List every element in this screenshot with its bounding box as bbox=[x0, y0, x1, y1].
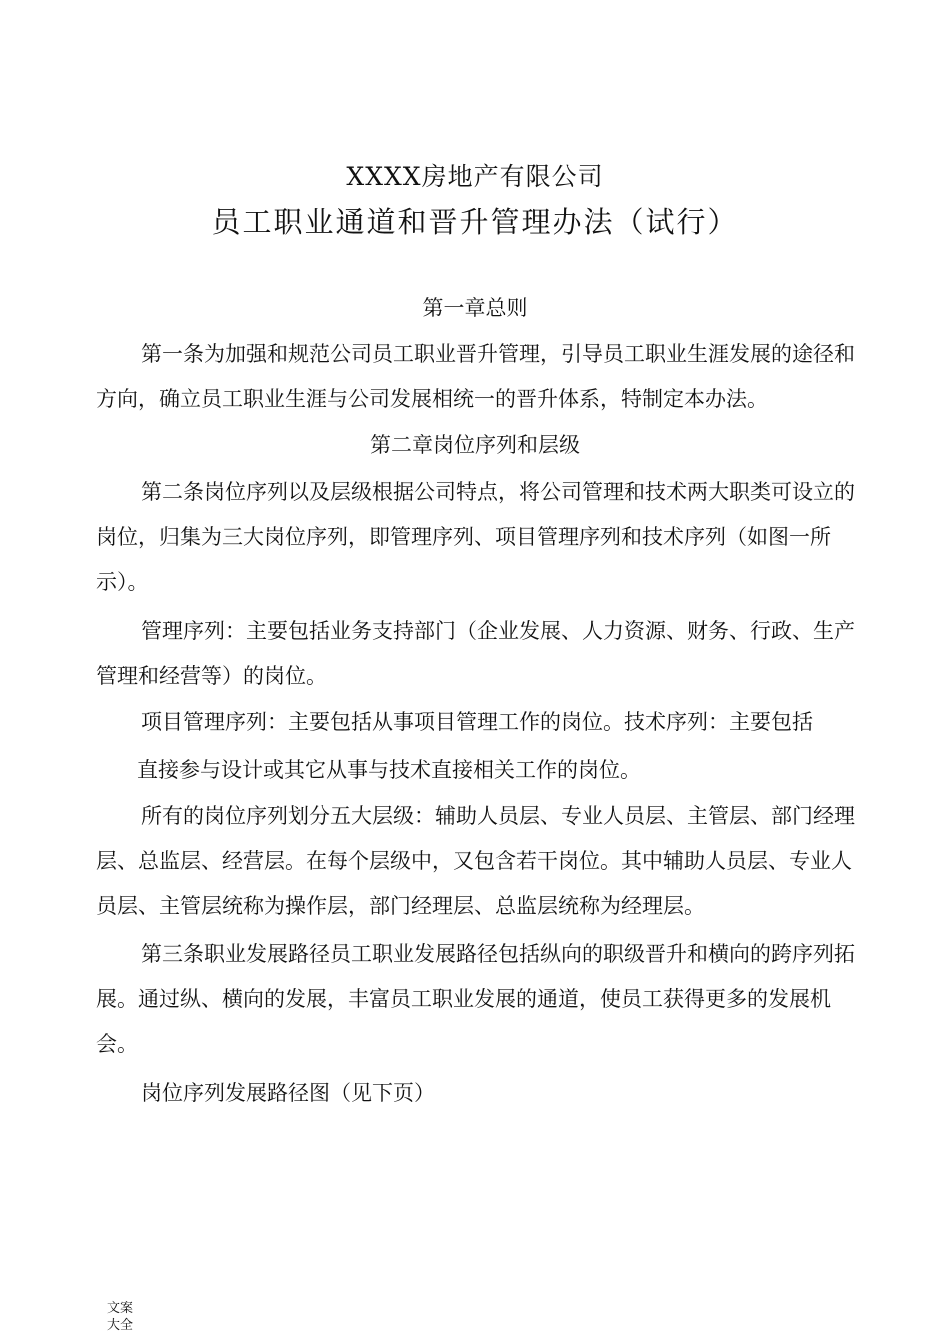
management-sequence-paragraph: 管理序列：主要包括业务支持部门（企业发展、人力资源、财务、行政、生产管理和经营等）的岗位。 bbox=[96, 619, 855, 688]
article-2-paragraph: 第二条岗位序列以及层级根据公司特点，将公司管理和技术两大职类可设立的岗位，归集为三大岗位序列，即管理序列、项目管理序列和技术序列（如图一所示）。 bbox=[96, 480, 855, 594]
project-sequence-line-2: 直接参与设计或其它从事与技术直接相关工作的岗位。 bbox=[137, 758, 641, 782]
chapter-1-heading: 第一章总则 bbox=[422, 296, 528, 320]
figure-reference: 岗位序列发展路径图（见下页） bbox=[141, 1081, 435, 1105]
company-name: XXXX房地产有限公司 bbox=[346, 162, 604, 191]
levels-paragraph: 所有的岗位序列划分五大层级：辅助人员层、专业人员层、主管层、部门经理层、总监层、经营层。在每个层级中，又包含若干岗位。其中辅助人员层、专业人员层、主管层统称为操作层，部门经理层、总监层统称为经理层。 bbox=[96, 804, 855, 918]
chapter-2-heading: 第二章岗位序列和层级 bbox=[370, 433, 580, 457]
project-sequence-line-1: 项目管理序列：主要包括从事项目管理工作的岗位。技术序列：主要包括 bbox=[141, 710, 813, 734]
footer-note: 文案大全 bbox=[107, 1301, 134, 1333]
article-3-paragraph: 第三条职业发展路径员工职业发展路径包括纵向的职级晋升和横向的跨序列拓展。通过纵、横向的发展，丰富员工职业发展的通道，使员工获得更多的发展机会。 bbox=[96, 942, 855, 1056]
document-title: 员工职业通道和晋升管理办法（试行） bbox=[211, 205, 739, 239]
article-1-paragraph: 第一条为加强和规范公司员工职业晋升管理，引导员工职业生涯发展的途径和方向，确立员工职业生涯与公司发展相统一的晋升体系，特制定本办法。 bbox=[96, 342, 855, 411]
